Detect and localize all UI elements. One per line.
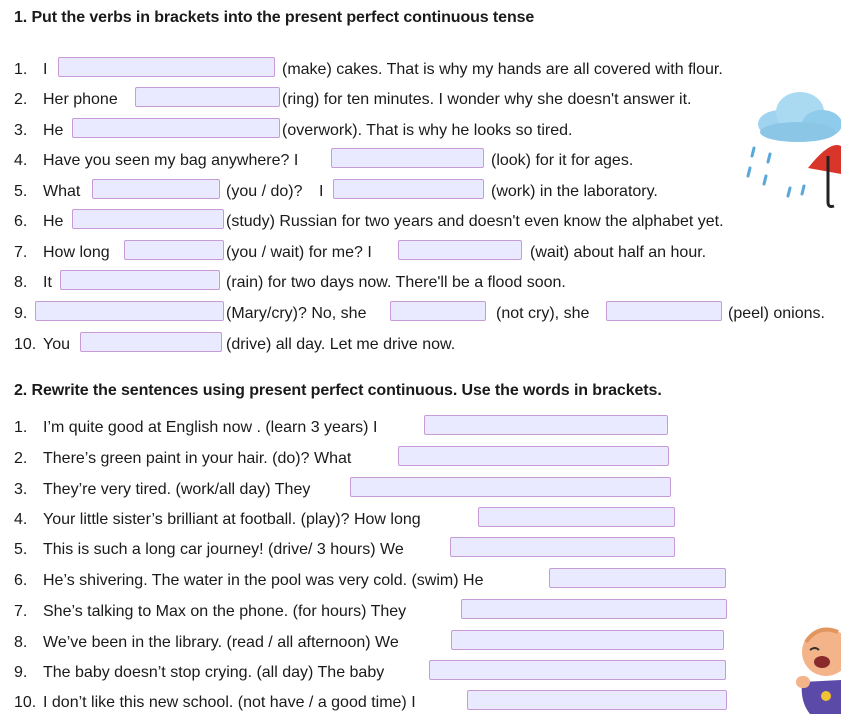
item-number: 7. xyxy=(14,603,28,620)
item-text: She’s talking to Max on the phone. (for hours) They xyxy=(43,603,407,620)
answer-input[interactable] xyxy=(451,630,724,650)
answer-input-2[interactable] xyxy=(398,240,522,260)
item-text-after: (rain) for two days now. There'll be a flood soon. xyxy=(226,274,566,291)
answer-input[interactable] xyxy=(331,148,484,168)
answer-input[interactable] xyxy=(58,57,275,77)
item-text: They’re very tired. (work/all day) They xyxy=(43,481,311,498)
item-text-middle: (you / wait) for me? I xyxy=(226,244,372,261)
item-text-before: It xyxy=(43,274,52,291)
section-1-heading: 1. Put the verbs in brackets into the present perfect continuous tense xyxy=(14,9,535,26)
item-number: 1. xyxy=(14,61,28,78)
item-number: 4. xyxy=(14,152,28,169)
item-text: There’s green paint in your hair. (do)? What xyxy=(43,450,352,467)
item-text: We’ve been in the library. (read / all afternoon) We xyxy=(43,634,399,651)
answer-input[interactable] xyxy=(60,270,220,290)
item-number: 8. xyxy=(14,634,28,651)
item-text-middle: (not cry), she xyxy=(496,305,590,322)
item-text-after: (look) for it for ages. xyxy=(491,152,634,169)
answer-input[interactable] xyxy=(450,537,675,557)
item-number: 6. xyxy=(14,572,28,589)
item-text-before: You xyxy=(43,336,70,353)
item-text-middle: (you / do)? xyxy=(226,183,303,200)
answer-input[interactable] xyxy=(478,507,675,527)
item-text-before: What xyxy=(43,183,81,200)
item-number: 3. xyxy=(14,481,28,498)
item-text: He’s shivering. The water in the pool was very cold. (swim) He xyxy=(43,572,484,589)
item-number: 9. xyxy=(14,305,28,322)
item-number: 2. xyxy=(14,91,28,108)
item-text-after: (overwork). That is why he looks so tired. xyxy=(282,122,573,139)
answer-input[interactable] xyxy=(549,568,726,588)
item-text-after: (work) in the laboratory. xyxy=(491,183,658,200)
item-number: 10. xyxy=(14,336,37,353)
item-text-after: (ring) for ten minutes. I wonder why she doesn't answer it. xyxy=(282,91,692,108)
item-text-after: (drive) all day. Let me drive now. xyxy=(226,336,456,353)
item-text: I’m quite good at English now . (learn 3 years) I xyxy=(43,419,378,436)
item-text-middle: (Mary/cry)? No, she xyxy=(226,305,367,322)
item-text-before: He xyxy=(43,213,64,230)
answer-input[interactable] xyxy=(461,599,727,619)
section-2-heading: 2. Rewrite the sentences using present perfect continuous. Use the words in brackets. xyxy=(14,382,662,399)
item-number: 7. xyxy=(14,244,28,261)
answer-input[interactable] xyxy=(135,87,280,107)
answer-input[interactable] xyxy=(350,477,671,497)
answer-input-3[interactable] xyxy=(606,301,722,321)
answer-input[interactable] xyxy=(424,415,668,435)
item-text-after: (make) cakes. That is why my hands are all covered with flour. xyxy=(282,61,723,78)
crying-baby-icon xyxy=(796,622,841,715)
answer-input-2[interactable] xyxy=(333,179,484,199)
answer-input[interactable] xyxy=(35,301,224,321)
answer-input-2[interactable] xyxy=(390,301,486,321)
item-number: 5. xyxy=(14,541,28,558)
answer-input[interactable] xyxy=(92,179,220,199)
answer-input[interactable] xyxy=(429,660,726,680)
item-number: 2. xyxy=(14,450,28,467)
item-text-after: (wait) about half an hour. xyxy=(530,244,707,261)
item-text-before: I xyxy=(43,61,48,78)
answer-input[interactable] xyxy=(80,332,222,352)
item-number: 1. xyxy=(14,419,28,436)
item-number: 5. xyxy=(14,183,28,200)
item-text-before: He xyxy=(43,122,64,139)
item-text-middle: I xyxy=(319,183,324,200)
item-text-before: Her phone xyxy=(43,91,118,108)
item-number: 8. xyxy=(14,274,28,291)
item-number: 9. xyxy=(14,664,28,681)
item-number: 6. xyxy=(14,213,28,230)
item-number: 4. xyxy=(14,511,28,528)
item-text: I don’t like this new school. (not have / a good time) I xyxy=(43,694,416,711)
answer-input[interactable] xyxy=(72,118,280,138)
item-text-after: (peel) onions. xyxy=(728,305,825,322)
item-text: This is such a long car journey! (drive/ 3 hours) We xyxy=(43,541,404,558)
item-number: 3. xyxy=(14,122,28,139)
answer-input[interactable] xyxy=(467,690,727,710)
item-text-before: How long xyxy=(43,244,110,261)
item-text-before: Have you seen my bag anywhere? I xyxy=(43,152,299,169)
item-text: Your little sister’s brilliant at football. (play)? How long xyxy=(43,511,421,528)
answer-input[interactable] xyxy=(124,240,224,260)
item-text: The baby doesn’t stop crying. (all day) The baby xyxy=(43,664,385,681)
answer-input[interactable] xyxy=(398,446,669,466)
answer-input[interactable] xyxy=(72,209,224,229)
rain-cloud-icon xyxy=(740,84,841,214)
item-number: 10. xyxy=(14,694,37,711)
item-text-after: (study) Russian for two years and doesn't even know the alphabet yet. xyxy=(226,213,724,230)
